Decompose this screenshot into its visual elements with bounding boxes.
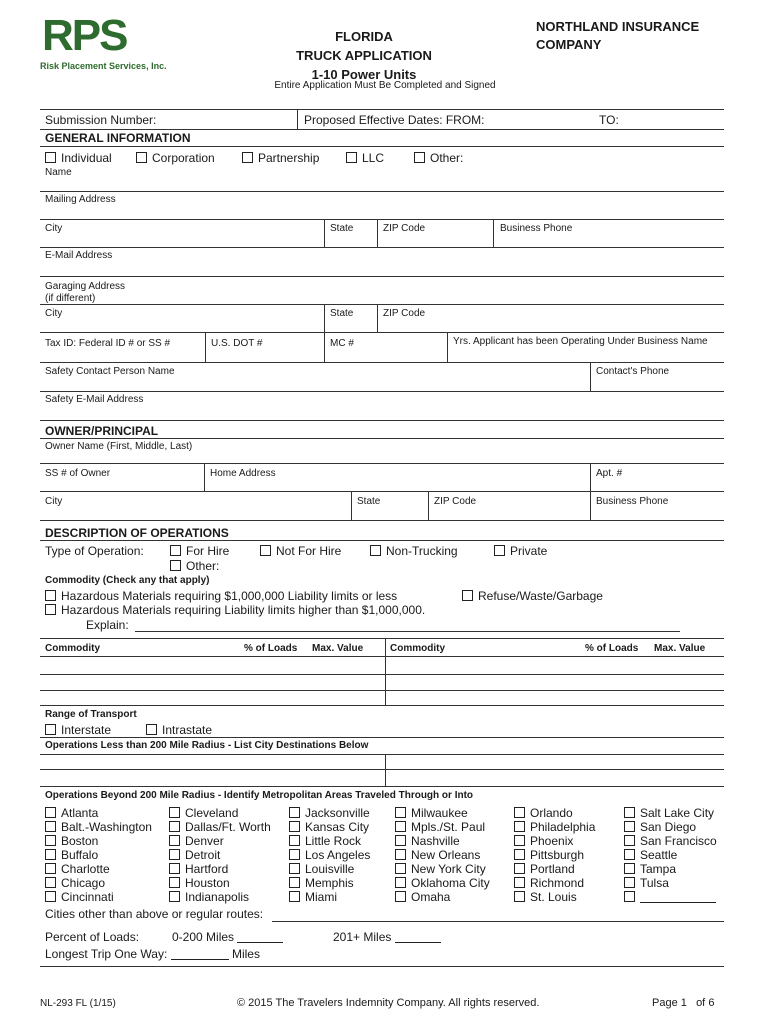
apt-label: Apt. # <box>596 468 623 479</box>
state2-label: State <box>330 308 354 319</box>
city-checkbox[interactable]: Philadelphia <box>514 820 595 834</box>
effective-from-label: Proposed Effective Dates: FROM: <box>304 113 485 127</box>
yrs-operating-label: Yrs. Applicant has been Operating Under Business Name <box>453 336 708 347</box>
table-row[interactable] <box>40 674 724 675</box>
business-phone-label: Business Phone <box>500 223 573 234</box>
form-title <box>250 27 478 84</box>
city-checkbox[interactable]: Portland <box>514 862 595 876</box>
other-operation-checkbox[interactable]: Other: <box>170 559 219 573</box>
city-checkbox[interactable]: Memphis <box>289 876 370 890</box>
longest-trip-label: Longest Trip One Way: Miles <box>45 947 260 961</box>
city-checkbox[interactable]: Louisville <box>289 862 370 876</box>
max-value-col-header: Max. Value <box>312 643 364 654</box>
city-column <box>45 806 152 904</box>
operations-heading: DESCRIPTION OF OPERATIONS <box>45 526 229 540</box>
city-checkbox[interactable]: Seattle <box>624 848 717 862</box>
refuse-checkbox[interactable]: Refuse/Waste/Garbage <box>462 589 603 603</box>
title-line: TRUCK APPLICATION <box>296 48 432 63</box>
home-address-label: Home Address <box>210 468 276 479</box>
city2-label: City <box>45 308 63 319</box>
beyond-200-heading: Operations Beyond 200 Mile Radius - Identify Metropolitan Areas Traveled Through or Into <box>45 790 474 801</box>
form-number: NL-293 FL (1/15) <box>40 998 116 1009</box>
interstate-checkbox[interactable]: Interstate <box>45 723 111 737</box>
owner-zip-label: ZIP Code <box>434 496 477 507</box>
city-checkbox[interactable]: Richmond <box>514 876 595 890</box>
other-cities-line[interactable] <box>272 921 724 922</box>
range-0-200-line[interactable] <box>237 942 283 943</box>
explain-label: Explain: <box>86 618 129 632</box>
contact-phone-label: Contact's Phone <box>596 366 670 377</box>
city-checkbox[interactable]: Miami <box>289 890 370 904</box>
for-hire-checkbox[interactable]: For Hire <box>170 544 229 558</box>
partnership-checkbox[interactable]: Partnership <box>242 151 319 165</box>
city-label: City <box>45 223 63 234</box>
effective-to-label: TO: <box>599 113 619 127</box>
city-column <box>624 806 717 904</box>
owner-name-label: Owner Name (First, Middle, Last) <box>45 441 193 452</box>
range-201-line[interactable] <box>395 942 441 943</box>
range-0-200: 0-200 Miles <box>172 930 283 944</box>
individual-checkbox[interactable]: Individual <box>45 151 112 165</box>
city-checkbox[interactable]: Tampa <box>624 862 717 876</box>
city-column <box>169 806 271 904</box>
city-column <box>514 806 595 904</box>
corporation-checkbox[interactable]: Corporation <box>136 151 215 165</box>
private-checkbox[interactable]: Private <box>494 544 547 558</box>
city-checkbox[interactable]: Denver <box>169 834 271 848</box>
city-checkbox[interactable]: New York City <box>395 862 490 876</box>
dot-label: U.S. DOT # <box>211 338 263 349</box>
commodity-heading: Commodity (Check any that apply) <box>45 575 210 586</box>
city-checkbox[interactable]: Boston <box>45 834 152 848</box>
city-column <box>289 806 370 904</box>
explain-line[interactable] <box>135 631 680 632</box>
percent-loads-label: Percent of Loads: <box>45 930 140 944</box>
owner-city-label: City <box>45 496 63 507</box>
city-checkbox[interactable]: Pittsburgh <box>514 848 595 862</box>
city-checkbox[interactable]: Dallas/Ft. Worth <box>169 820 271 834</box>
company-name <box>536 18 699 54</box>
garaging-line: Garaging Address <box>45 281 126 292</box>
city-checkbox[interactable]: San Diego <box>624 820 717 834</box>
not-for-hire-checkbox[interactable]: Not For Hire <box>260 544 341 558</box>
city-checkbox[interactable]: Nashville <box>395 834 490 848</box>
email-label: E-Mail Address <box>45 250 113 261</box>
city-checkbox[interactable]: Salt Lake City <box>624 806 717 820</box>
safety-contact-label: Safety Contact Person Name <box>45 366 175 377</box>
safety-email-label: Safety E-Mail Address <box>45 394 144 405</box>
loads-col-header: % of Loads <box>244 643 298 654</box>
city-column <box>395 806 490 904</box>
longest-trip-line[interactable] <box>171 959 229 960</box>
city-checkbox[interactable]: Buffalo <box>45 848 152 862</box>
title-line: 1-10 Power Units <box>311 67 417 82</box>
city-checkbox[interactable]: Oklahoma City <box>395 876 490 890</box>
max-value-col-header-2: Max. Value <box>654 643 706 654</box>
city-checkbox[interactable]: Chicago <box>45 876 152 890</box>
city-checkbox[interactable]: Charlotte <box>45 862 152 876</box>
city-checkbox[interactable]: Omaha <box>395 890 490 904</box>
garaging-address-label <box>45 281 125 305</box>
city-checkbox[interactable]: Phoenix <box>514 834 595 848</box>
city-checkbox[interactable]: Tulsa <box>624 876 717 890</box>
table-row[interactable] <box>40 769 724 770</box>
general-info-heading: GENERAL INFORMATION <box>45 131 191 145</box>
title-line: FLORIDA <box>335 29 393 44</box>
owner-business-phone-label: Business Phone <box>596 496 669 507</box>
loads-col-header-2: % of Loads <box>585 643 639 654</box>
city-checkbox[interactable]: Mpls./St. Paul <box>395 820 490 834</box>
haz1-checkbox[interactable]: Hazardous Materials requiring $1,000,000 Liability limits or less <box>45 589 397 603</box>
city-checkbox[interactable]: Little Rock <box>289 834 370 848</box>
city-checkbox[interactable]: Los Angeles <box>289 848 370 862</box>
state-label: State <box>330 223 354 234</box>
city-checkbox-other[interactable] <box>624 890 717 904</box>
non-trucking-checkbox[interactable]: Non-Trucking <box>370 544 458 558</box>
owner-ss-label: SS # of Owner <box>45 468 111 479</box>
city-checkbox[interactable]: San Francisco <box>624 834 717 848</box>
tax-id-label: Tax ID: Federal ID # or SS # <box>45 338 171 349</box>
company-line: NORTHLAND INSURANCE <box>536 19 700 34</box>
less-200-heading: Operations Less than 200 Mile Radius - List City Destinations Below <box>45 740 369 751</box>
zip2-label: ZIP Code <box>383 308 426 319</box>
city-checkbox[interactable]: Milwaukee <box>395 806 490 820</box>
city-checkbox[interactable]: Orlando <box>514 806 595 820</box>
haz2-checkbox[interactable]: Hazardous Materials requiring Liability limits higher than $1,000,000. <box>45 603 425 617</box>
llc-checkbox[interactable]: LLC <box>346 151 384 165</box>
city-checkbox[interactable]: Cleveland <box>169 806 271 820</box>
city-checkbox[interactable]: Hartford <box>169 862 271 876</box>
mailing-address-label: Mailing Address <box>45 194 116 205</box>
table-row[interactable] <box>40 705 724 706</box>
company-line: COMPANY <box>536 37 602 52</box>
city-checkbox[interactable]: Kansas City <box>289 820 370 834</box>
city-checkbox[interactable]: Houston <box>169 876 271 890</box>
city-checkbox[interactable]: Atlanta <box>45 806 152 820</box>
logo-subtitle: Risk Placement Services, Inc. <box>40 61 167 71</box>
range-201-plus: 201+ Miles <box>333 930 441 944</box>
commodity-col-header: Commodity <box>45 643 100 654</box>
city-checkbox[interactable]: Balt.-Washington <box>45 820 152 834</box>
city-checkbox[interactable]: New Orleans <box>395 848 490 862</box>
city-checkbox[interactable]: Cincinnati <box>45 890 152 904</box>
city-checkbox[interactable]: St. Louis <box>514 890 595 904</box>
page-indicator: Page 1 of 6 <box>652 997 715 1009</box>
range-heading: Range of Transport <box>45 709 137 720</box>
form-subtitle: Entire Application Must Be Completed and Signed <box>274 80 496 91</box>
owner-heading: OWNER/PRINCIPAL <box>45 424 159 438</box>
intrastate-checkbox[interactable]: Intrastate <box>146 723 212 737</box>
city-checkbox[interactable]: Detroit <box>169 848 271 862</box>
zip-label: ZIP Code <box>383 223 426 234</box>
other-checkbox[interactable]: Other: <box>414 151 463 165</box>
city-checkbox[interactable]: Jacksonville <box>289 806 370 820</box>
mc-label: MC # <box>330 338 354 349</box>
copyright: © 2015 The Travelers Indemnity Company. All rights reserved. <box>237 997 540 1009</box>
type-of-operation-label: Type of Operation: <box>45 544 144 558</box>
entity-type-row <box>45 151 112 165</box>
owner-state-label: State <box>357 496 381 507</box>
commodity-col-header-2: Commodity <box>390 643 445 654</box>
rps-logo: RPS <box>42 11 127 60</box>
submission-number-label: Submission Number: <box>45 113 157 127</box>
garaging-line: (if different) <box>45 293 96 304</box>
table-row[interactable] <box>40 690 724 691</box>
other-cities-label: Cities other than above or regular routes: <box>45 907 264 921</box>
city-checkbox[interactable]: Indianapolis <box>169 890 271 904</box>
name-label: Name <box>45 167 72 178</box>
